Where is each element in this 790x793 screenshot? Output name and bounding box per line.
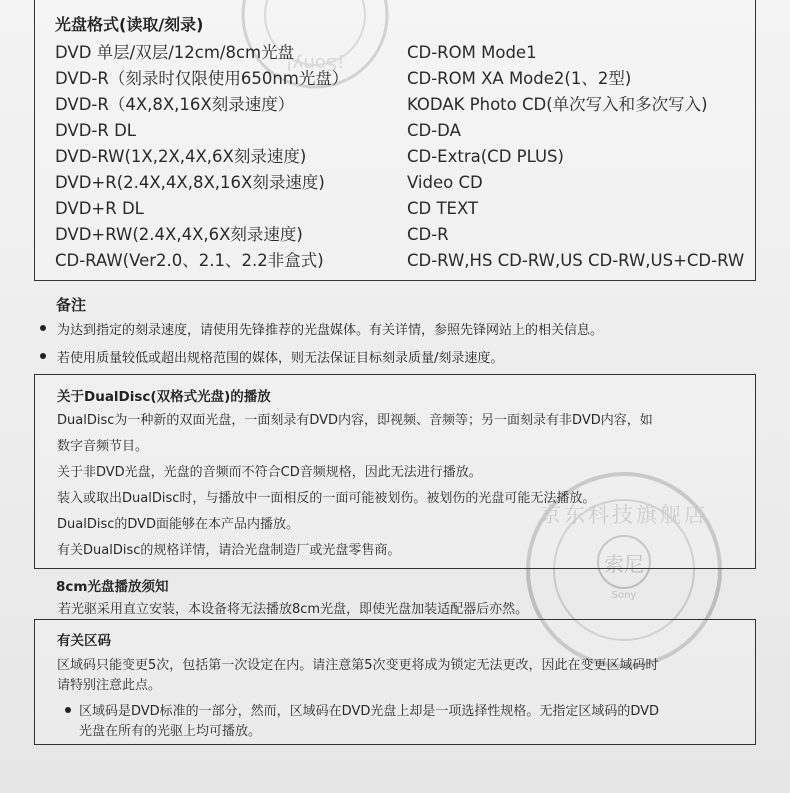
format-item: DVD-R（刻录时仅限使用650nm光盘） xyxy=(55,69,349,88)
dualdisc-line: 关于非DVD光盘，光盘的音频而不符合CD音频规格，因此无法进行播放。 xyxy=(57,465,482,480)
format-item: CD-RAW(Ver2.0、2.1、2.2非盒式) xyxy=(55,251,324,270)
format-item: DVD+RW(2.4X,4X,6X刻录速度) xyxy=(55,225,303,244)
cd8-title: 8cm光盘播放须知 xyxy=(56,579,169,595)
format-item: CD-Extra(CD PLUS) xyxy=(407,147,564,166)
watermark-bottom-text: ¡Sony! xyxy=(285,53,345,74)
region-line: 区域码只能变更5次，包括第一次设定在内。请注意第5次变更将成为锁定无法更改，因此在变更区域码时 xyxy=(57,658,659,673)
region-box xyxy=(34,619,756,745)
cd8-text: 若光驱采用直立安装，本设备将无法播放8cm光盘，即使光盘加装适配器后亦然。 xyxy=(58,602,529,617)
format-item: CD-ROM XA Mode2(1、2型) xyxy=(407,69,632,88)
format-item: CD-ROM Mode1 xyxy=(407,43,537,62)
format-item: DVD+R DL xyxy=(55,199,144,218)
watermark-center-text: 索尼 xyxy=(604,552,644,576)
bullet-icon xyxy=(40,325,46,331)
bullet-icon xyxy=(65,707,71,713)
format-item: DVD-R（4X,8X,16X刻录速度） xyxy=(55,95,295,114)
format-item: CD-R xyxy=(407,225,449,244)
format-item: CD TEXT xyxy=(407,199,479,218)
region-line: 请特别注意此点。 xyxy=(57,678,162,693)
notes-item: 若使用质量较低或超出规格范围的媒体，则无法保证目标刻录质量/刻录速度。 xyxy=(57,351,504,366)
formats-right-column xyxy=(407,40,744,274)
dualdisc-line: 数字音频节目。 xyxy=(57,439,149,454)
format-item: KODAK Photo CD(单次写入和多次写入) xyxy=(407,95,708,114)
format-item: DVD 单层/双层/12cm/8cm光盘 xyxy=(55,43,295,62)
region-bullet-line: 区域码是DVD标准的一部分，然而，区域码在DVD光盘上却是一项选择性规格。无指定区域码的DVD xyxy=(79,704,660,719)
region-bullet-line: 光盘在所有的光驱上均可播放。 xyxy=(79,724,262,739)
region-title: 有关区码 xyxy=(57,633,111,649)
dualdisc-line: 有关DualDisc的规格详情，请洽光盘制造厂或光盘零售商。 xyxy=(57,543,401,558)
dualdisc-line: DualDisc为一种新的双面光盘，一面刻录有DVD内容，即视频、音频等；另一面刻录有非DVD内容，如 xyxy=(57,413,653,428)
watermark-ring-text: 京东科技旗舰店 xyxy=(540,503,708,527)
formats-title: 光盘格式(读取/刻录) xyxy=(55,15,204,34)
formats-box xyxy=(34,0,756,281)
dualdisc-line: 装入或取出DualDisc时，与播放中一面相反的一面可能被划伤。被划伤的光盘可能无法播放。 xyxy=(57,491,596,506)
format-item: Video CD xyxy=(407,173,483,192)
format-item: DVD-R DL xyxy=(55,121,136,140)
dualdisc-line: DualDisc的DVD面能够在本产品内播放。 xyxy=(57,517,300,532)
format-item: DVD+R(2.4X,4X,8X,16X刻录速度) xyxy=(55,173,325,192)
formats-left-column xyxy=(55,40,348,274)
format-item: DVD-RW(1X,2X,4X,6X刻录速度) xyxy=(55,147,307,166)
format-item: CD-DA xyxy=(407,121,461,140)
bullet-icon xyxy=(40,353,46,359)
watermark-sub-text: Sony xyxy=(611,590,637,601)
notes-title: 备注 xyxy=(56,296,87,314)
notes-item: 为达到指定的刻录速度，请使用先锋推荐的光盘媒体。有关详情，参照先锋网站上的相关信息。 xyxy=(57,323,604,338)
format-item: CD-RW,HS CD-RW,US CD-RW,US+CD-RW xyxy=(407,251,745,270)
dualdisc-box xyxy=(34,374,756,569)
dualdisc-title: 关于DualDisc(双格式光盘)的播放 xyxy=(57,389,271,405)
